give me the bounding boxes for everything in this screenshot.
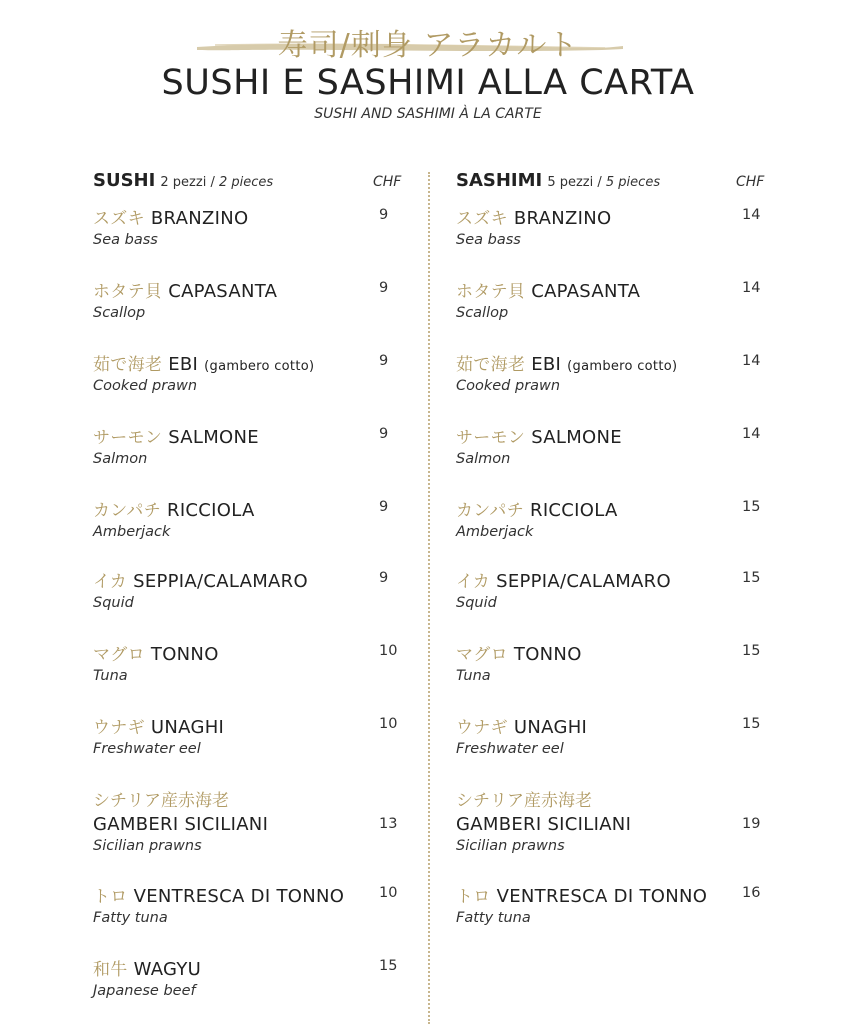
item-english-name: Salmon <box>93 451 148 467</box>
page-subtitle: SUSHI AND SASHIMI À LA CARTE <box>314 106 542 122</box>
item-japanese-name: スズキ <box>456 209 508 229</box>
item-english-name: Squid <box>93 595 134 611</box>
item-english-name: Cooked prawn <box>93 378 198 394</box>
item-japanese-name: 茹で海老 <box>456 355 526 375</box>
pieces-label: 5 pezzi / 5 pieces <box>547 175 661 190</box>
item-japanese-name: イカ <box>93 572 128 592</box>
menu-item <box>93 882 413 926</box>
item-price: 9 <box>379 426 389 442</box>
menu-item <box>93 786 413 854</box>
item-name: CAPASANTA <box>531 281 641 302</box>
menu-item <box>456 350 776 394</box>
item-price: 10 <box>379 643 398 659</box>
item-english-name: Sicilian prawns <box>456 838 565 854</box>
menu-item <box>93 277 413 321</box>
item-english-name: Sea bass <box>93 232 158 248</box>
item-name: BRANZINO <box>150 208 249 229</box>
menu-item <box>456 882 776 926</box>
item-price: 15 <box>742 570 761 586</box>
menu-item <box>456 640 776 684</box>
item-japanese-name: サーモン <box>456 428 526 448</box>
menu-item <box>93 640 413 684</box>
item-price: 9 <box>379 353 389 369</box>
item-price: 14 <box>742 207 761 223</box>
item-name: GAMBERI SICILIANI <box>456 814 632 835</box>
item-english-name: Fatty tuna <box>456 910 531 926</box>
item-japanese-name: カンパチ <box>456 501 525 521</box>
currency-label: CHF <box>373 174 402 190</box>
item-english-name: Sea bass <box>456 232 521 248</box>
category-title: SUSHI <box>93 170 156 191</box>
item-name: SEPPIA/CALAMARO <box>496 571 671 592</box>
item-japanese-name: ホタテ貝 <box>456 282 526 302</box>
item-english-name: Amberjack <box>93 524 171 540</box>
item-english-name: Cooked prawn <box>456 378 561 394</box>
item-english-name: Sicilian prawns <box>93 838 202 854</box>
item-name: SEPPIA/CALAMARO <box>133 571 308 592</box>
item-price: 14 <box>742 426 761 442</box>
item-name: VENTRESCA DI TONNO <box>496 886 708 907</box>
item-english-name: Amberjack <box>456 524 534 540</box>
menu-item <box>93 713 413 757</box>
menu-item <box>456 786 776 854</box>
item-price: 19 <box>742 816 761 832</box>
item-name: RICCIOLA <box>530 500 618 521</box>
item-name: EBI <box>531 354 562 375</box>
item-price: 9 <box>379 207 389 223</box>
item-price: 9 <box>379 499 389 515</box>
item-price: 15 <box>379 958 398 974</box>
item-japanese-name: 和牛 <box>93 960 128 980</box>
item-japanese-name: 茹で海老 <box>93 355 163 375</box>
item-english-name: Tuna <box>93 668 128 684</box>
menu-item <box>456 423 776 467</box>
item-price: 14 <box>742 353 761 369</box>
item-name: GAMBERI SICILIANI <box>93 814 269 835</box>
item-name: SALMONE <box>168 427 259 448</box>
menu-item <box>93 423 413 467</box>
item-name: CAPASANTA <box>168 281 278 302</box>
currency-label: CHF <box>736 174 765 190</box>
item-japanese-name: シチリア産赤海老 <box>93 791 229 811</box>
menu-item <box>456 204 776 248</box>
item-japanese-name: カンパチ <box>93 501 162 521</box>
item-price: 15 <box>742 643 761 659</box>
item-price: 16 <box>742 885 761 901</box>
item-name: RICCIOLA <box>167 500 255 521</box>
category-title: SASHIMI <box>456 170 543 191</box>
sashimi-column <box>456 170 776 926</box>
item-price: 13 <box>379 816 398 832</box>
item-english-name: Japanese beef <box>93 983 196 999</box>
japanese-title: 寿司/刺身 アラカルト <box>277 28 579 63</box>
sashimi-header <box>456 170 776 198</box>
menu-item <box>456 713 776 757</box>
item-english-name: Scallop <box>93 305 146 321</box>
item-price: 15 <box>742 499 761 515</box>
menu-item <box>456 496 776 540</box>
item-name: TONNO <box>150 644 219 665</box>
item-japanese-name: ウナギ <box>93 718 145 738</box>
sushi-header <box>93 170 413 198</box>
item-japanese-name: ホタテ貝 <box>93 282 163 302</box>
item-name: TONNO <box>513 644 582 665</box>
item-name: VENTRESCA DI TONNO <box>133 886 345 907</box>
menu-item <box>93 204 413 248</box>
item-name: BRANZINO <box>513 208 612 229</box>
item-japanese-name: スズキ <box>93 209 145 229</box>
item-price: 14 <box>742 280 761 296</box>
item-english-name: Freshwater eel <box>93 741 201 757</box>
menu-item <box>93 567 413 611</box>
item-name: UNAGHI <box>150 717 225 738</box>
item-name: SALMONE <box>531 427 622 448</box>
item-note: (gambero cotto) <box>204 359 315 374</box>
item-name: WAGYU <box>133 959 202 980</box>
menu-item <box>93 350 413 394</box>
item-english-name: Freshwater eel <box>456 741 564 757</box>
item-note: (gambero cotto) <box>567 359 678 374</box>
item-english-name: Fatty tuna <box>93 910 168 926</box>
item-japanese-name: ウナギ <box>456 718 508 738</box>
item-japanese-name: イカ <box>456 572 491 592</box>
page-title: SUSHI E SASHIMI ALLA CARTA <box>161 63 695 103</box>
item-name: UNAGHI <box>513 717 588 738</box>
menu-item <box>456 277 776 321</box>
item-japanese-name: シチリア産赤海老 <box>456 791 592 811</box>
item-name: EBI <box>168 354 199 375</box>
menu-item <box>456 567 776 611</box>
item-english-name: Squid <box>456 595 497 611</box>
item-price: 9 <box>379 280 389 296</box>
item-japanese-name: マグロ <box>93 645 145 665</box>
item-english-name: Salmon <box>456 451 511 467</box>
item-price: 10 <box>379 716 398 732</box>
item-japanese-name: サーモン <box>93 428 163 448</box>
menu-item <box>93 955 413 999</box>
item-price: 9 <box>379 570 389 586</box>
menu-item <box>93 496 413 540</box>
item-japanese-name: トロ <box>456 887 491 907</box>
item-english-name: Scallop <box>456 305 509 321</box>
column-divider <box>428 172 430 1024</box>
sushi-column <box>93 170 413 999</box>
pieces-label: 2 pezzi / 2 pieces <box>160 175 274 190</box>
item-japanese-name: マグロ <box>456 645 508 665</box>
item-price: 10 <box>379 885 398 901</box>
item-price: 15 <box>742 716 761 732</box>
item-japanese-name: トロ <box>93 887 128 907</box>
item-english-name: Tuna <box>456 668 491 684</box>
